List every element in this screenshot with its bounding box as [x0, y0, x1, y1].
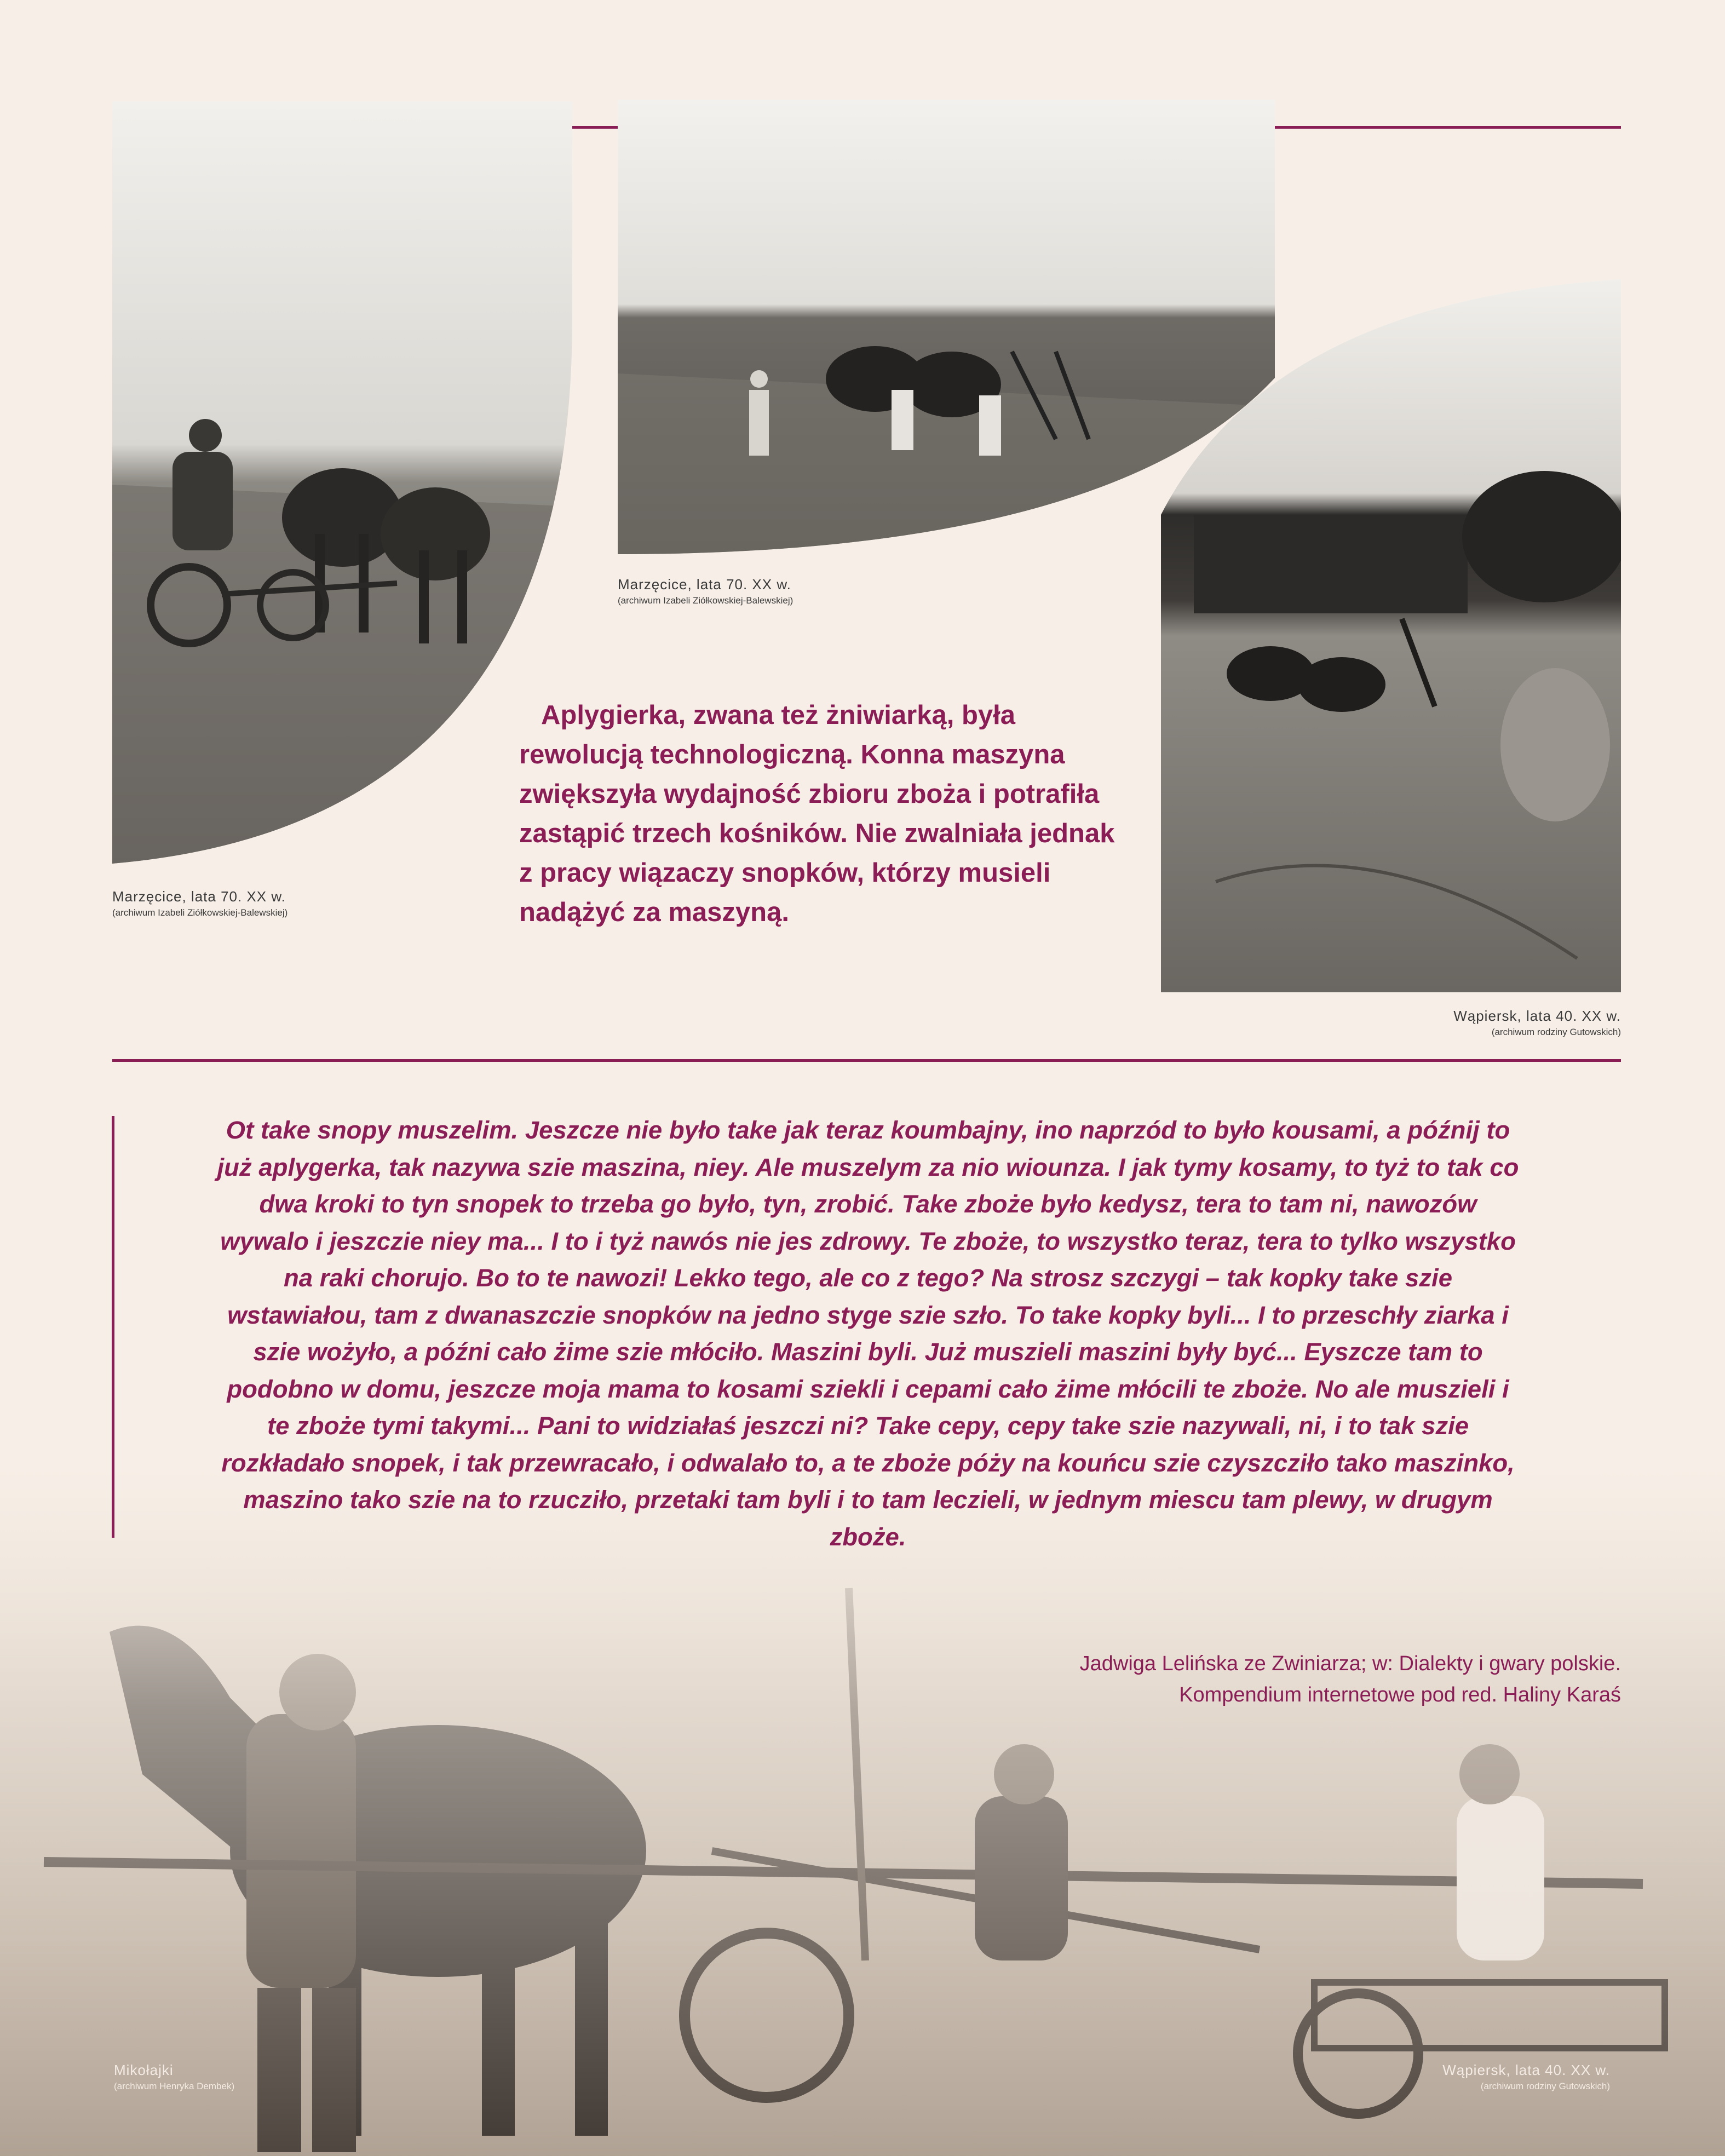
attribution-line-2: Kompendium internetowe pod red. Haliny Karaś	[1179, 1683, 1621, 1706]
caption-photo-3	[1453, 1008, 1621, 1038]
caption-source: (archiwum Izabeli Ziółkowskiej-Balewskiej)	[112, 907, 288, 918]
caption-place: Marzęcice, lata 70. XX w.	[618, 576, 791, 593]
caption-source: (archiwum rodziny Gutowskich)	[1491, 1027, 1621, 1037]
caption-place: Wąpiersk, lata 40. XX w.	[1442, 2062, 1610, 2078]
caption-photo-1	[112, 888, 288, 918]
caption-place: Marzęcice, lata 70. XX w.	[112, 888, 286, 905]
intro-paragraph: Aplygierka, zwana też żniwiarką, była rewolucją technologiczną. Konna maszyna zwiększyła wydajność zbioru zboża i potrafiła zastąpić trzech kośników. Nie zwalniała jednak z pracy wiązaczy snopków, którzy musieli nadążyć za maszyną.	[519, 700, 1115, 927]
photo-harvest-barn-right	[1161, 279, 1621, 992]
photo-bottom-sepia-reapers	[0, 1468, 1725, 2156]
caption-photo-2	[618, 576, 793, 606]
caption-source: (archiwum Izabeli Ziółkowskiej-Balewskiej)	[618, 595, 794, 606]
quote-attribution	[800, 1648, 1621, 1711]
dialect-quote: Ot take snopy muszelim. Jeszcze nie było take jak teraz koumbajny, ino naprzód to było kousami, a późnij to już aplygerka, tak nazywa szie maszina, niey. Ale muszelym za nio wiounza. I jak tymy kosamy, to tyż to tak co dwa kroki to tyn snopek to trzeba go było, tyn, zrobić. Take zboże było kedysz, tera to tam ni, nawozów wywalo i jeszczie niey ma... I to i tyż nawós nie jes zdrowy. Te zboże, to wszystko teraz, tera to tylko wszystko na raki chorujo. Bo to te nawozi! Lekko tego, ale co z tego? Na strosz szczygi – tak kopky take szie wstawiałou, tam z dwanaszczie snopków na jedno styge szie szło. To take kopky byli... I to przeschły ziarka i szie wożyło, a późni cało żime szie młóciło. Maszini byli. Już muszieli maszini były być... Eyszcze tam to podobno w domu, jeszcze moja mama to kosami sziekli i cepami cało żime młócili te zboże. No ale muszieli i te zboże tymi takymi... Pani to widziałaś jeszczi ni? Take cepy, cepy take szie nazywali, ni, i to tak szie rozkładało snopek, i tak przewracało, i odwalało to, a te zboże póży na kouńcu szie czyszcziło tako maszinko, maszino tako szie na to rzucziło, przetaki tam byli i to tam leczieli, w jednym miescu tam plewy, w drugym zboże.	[217, 1116, 1519, 1551]
caption-photo-4	[114, 2062, 234, 2092]
caption-photo-5	[1442, 2062, 1610, 2092]
caption-place: Wąpiersk, lata 40. XX w.	[1453, 1008, 1621, 1024]
caption-source: (archiwum Henryka Dembek)	[114, 2081, 235, 2091]
quote-accent-bar	[112, 1116, 114, 1538]
photo-harvest-horses-left	[112, 101, 572, 864]
attribution-line-1: Jadwiga Lelińska ze Zwiniarza; w: Dialekty i gwary polskie.	[1079, 1652, 1621, 1675]
middle-rule	[112, 1059, 1621, 1062]
caption-source: (archiwum rodziny Gutowskich)	[1480, 2081, 1610, 2091]
caption-place: Mikołajki	[114, 2062, 174, 2078]
